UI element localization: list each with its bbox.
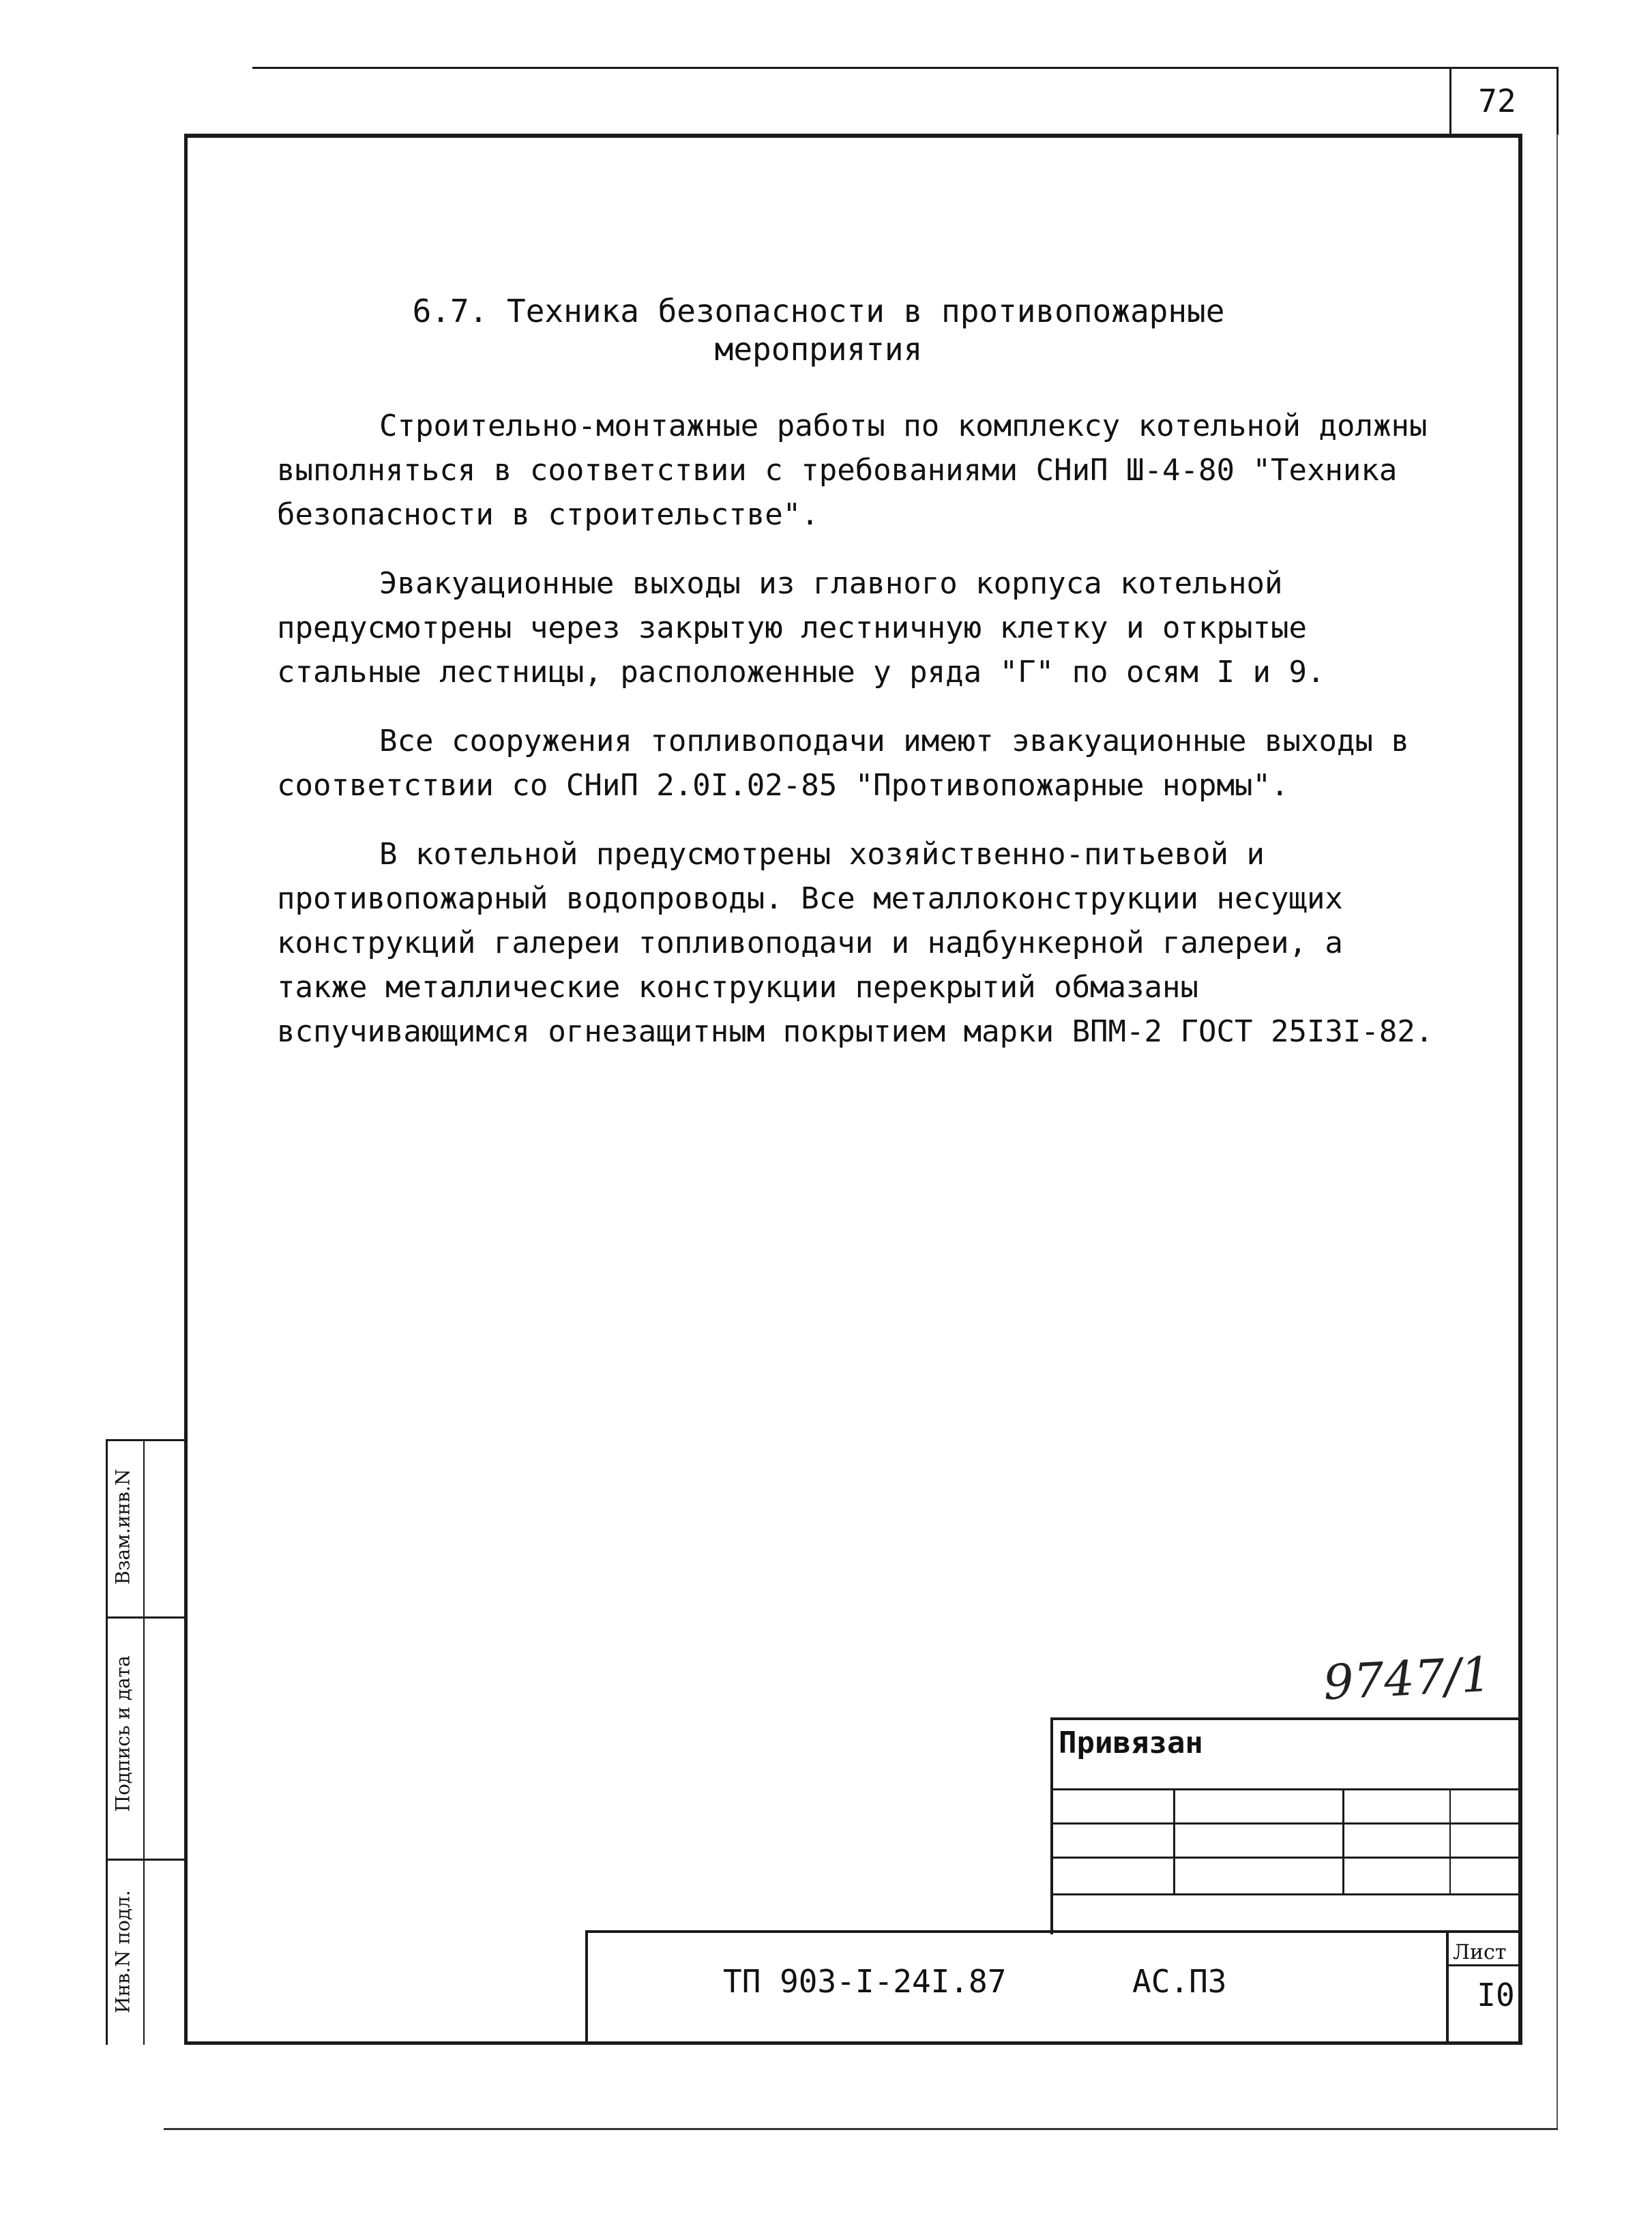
paragraph-2: Эвакуационные выходы из главного корпуса котельной предусмотрены через закрытую лестничную клетку и открытые стальные лестницы, расположенные у ряда "Г" по осям I и 9. xyxy=(277,566,1325,690)
handwritten-number: 9747/1 xyxy=(1322,1646,1493,1711)
section-title-line2: мероприятия xyxy=(714,331,923,368)
side-label-inv-original: Инв.N подл. xyxy=(111,1890,134,2013)
part-code: АС.ПЗ xyxy=(1132,1963,1227,2000)
side-label-signature-date: Подпись и дата xyxy=(111,1655,134,1812)
sheet-label: Лист xyxy=(1453,1940,1507,1964)
body-text xyxy=(277,404,1436,1078)
privyazan-label: Привязан xyxy=(1059,1726,1203,1760)
document-code: ТП 903-I-24I.87 xyxy=(723,1963,1007,2000)
paragraph-3: Все сооружения топливоподачи имеют эвакуационные выходы в соответствии со СНиП 2.0I.02-85 "Противопожарные нормы". xyxy=(277,724,1409,803)
section-title xyxy=(355,292,1282,368)
side-label-inv-replace: Взам.инв.N xyxy=(111,1468,134,1585)
section-title-line1: 6.7. Техника безопасности в противопожарные xyxy=(412,293,1225,329)
paragraph-4: В котельной предусмотрены хозяйственно-питьевой и противопожарный водопроводы. Все металлоконструкции несущих конструкций галереи топливоподачи и надбункерной галереи, а также металлические конструкции перекрытий обмазаны вспучивающимся огнезащитным покрытием марки ВПМ-2 ГОСТ 25I3I-82. xyxy=(277,837,1434,1049)
page-number: 72 xyxy=(1478,83,1516,119)
sheet-number: I0 xyxy=(1477,1977,1515,2013)
paragraph-1: Строительно-монтажные работы по комплексу котельной должны выполняться в соответствии с требованиями СНиП Ш-4-80 "Техника безопасности в строительстве". xyxy=(277,409,1428,532)
